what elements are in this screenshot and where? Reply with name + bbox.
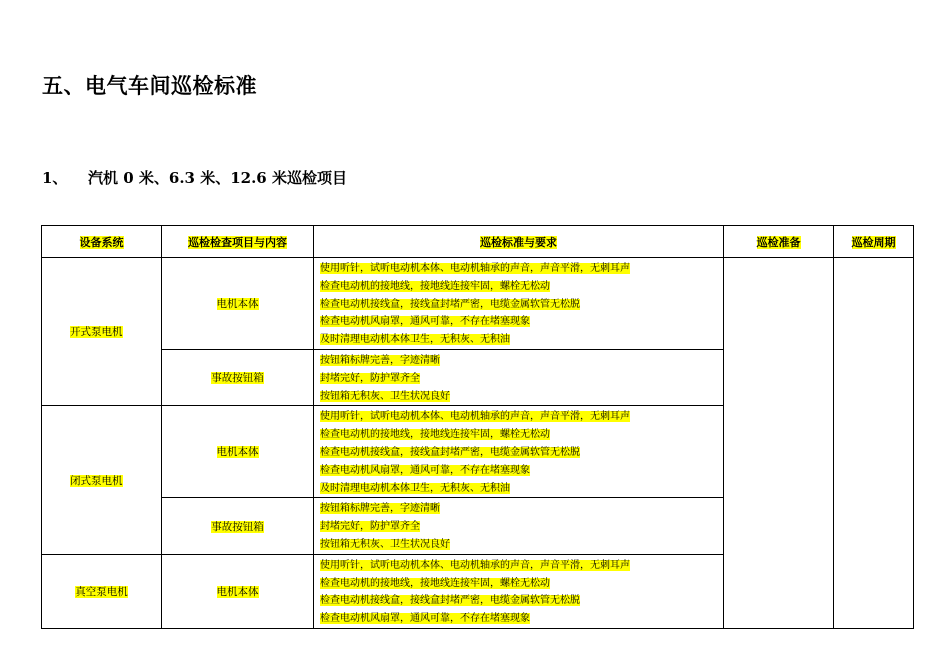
standards-cell [314,406,724,498]
standard-text: 按钮箱无积灰、卫生状况良好 [320,538,450,550]
standard-line [320,331,723,349]
standard-line [320,426,723,444]
standard-line [320,260,723,278]
header-standards [314,226,724,258]
standard-text: 使用听针，试听电动机本体、电动机轴承的声音，声音平滑，无刺耳声 [320,559,630,571]
header-items [162,226,314,258]
header-cycle [834,226,914,258]
standard-line [320,518,723,536]
equipment-system-label: 真空泵电机 [75,585,128,598]
header-preparation [724,226,834,258]
standard-line [320,557,723,575]
inspection-item-cell [162,349,314,405]
section-title: 五、电气车间巡检标准 [42,74,257,98]
standard-line [320,313,723,331]
table-header-row [42,226,914,258]
table-body [42,258,914,629]
inspection-item-cell [162,498,314,554]
subsection-number: 1、 [42,169,68,187]
header-label: 巡检准备 [756,235,801,249]
standard-text: 检查电动机的接地线，接地线连接牢固，螺栓无松动 [320,280,550,292]
equipment-system-cell [42,406,162,554]
standard-text: 检查电动机接线盒，接线盒封堵严密，电缆金属软管无松脱 [320,595,580,607]
standard-line [320,480,723,498]
standards-cell [314,554,724,628]
equipment-system-label: 闭式泵电机 [70,474,123,487]
inspection-item-label: 事故按钮箱 [211,520,264,533]
standard-text: 使用听针，试听电动机本体、电动机轴承的声音，声音平滑，无刺耳声 [320,263,630,274]
inspection-item-label: 电机本体 [216,297,259,310]
standard-line [320,536,723,554]
inspection-item-cell [162,258,314,350]
standard-line [320,408,723,426]
standard-line [320,500,723,518]
standard-text: 封堵完好，防护罩齐全 [320,372,420,384]
standard-text: 及时清理电动机本体卫生，无积灰、无积油 [320,334,510,346]
standard-line [320,610,723,628]
standard-text: 封堵完好，防护罩齐全 [320,521,420,533]
standard-line [320,462,723,480]
standard-line [320,296,723,314]
standard-line [320,444,723,462]
header-label: 设备系统 [79,235,124,249]
standard-text: 检查电动机的接地线，接地线连接牢固，螺栓无松动 [320,577,550,589]
standard-line [320,370,723,388]
standard-text: 检查电动机风扇罩，通风可靠，不存在堵塞现象 [320,613,530,625]
preparation-cell [724,258,834,629]
standards-cell [314,498,724,554]
header-label: 巡检标准与要求 [480,235,557,249]
equipment-system-cell [42,258,162,406]
header-label: 巡检周期 [851,235,896,249]
standard-text: 检查电动机接线盒，接线盒封堵严密，电缆金属软管无松脱 [320,446,580,458]
standard-text: 按钮箱无积灰、卫生状况良好 [320,390,450,402]
standard-text: 及时清理电动机本体卫生，无积灰、无积油 [320,482,510,494]
table-row [42,258,914,350]
header-label: 巡检检查项目与内容 [188,235,287,249]
standards-cell [314,349,724,405]
inspection-item-label: 事故按钮箱 [211,372,264,385]
equipment-system-cell [42,554,162,628]
standard-text: 检查电动机风扇罩，通风可靠，不存在堵塞现象 [320,464,530,476]
standard-text: 按钮箱标牌完善，字迹清晰 [320,354,440,366]
standard-line [320,592,723,610]
standards-cell [314,258,724,350]
inspection-item-cell [162,554,314,628]
inspection-item-label: 电机本体 [216,446,259,459]
subsection-title: 汽机 0 米、6.3 米、12.6 米巡检项目 [88,169,347,187]
standard-text: 检查电动机接线盒，接线盒封堵严密，电缆金属软管无松脱 [320,298,580,310]
subsection-heading [42,167,347,188]
standard-text: 按钮箱标牌完善，字迹清晰 [320,503,440,515]
cycle-cell [834,258,914,629]
inspection-item-label: 电机本体 [216,585,259,598]
equipment-system-label: 开式泵电机 [70,326,123,339]
standard-line [320,388,723,406]
inspection-table [41,225,914,629]
standard-line [320,278,723,296]
standard-line [320,575,723,593]
header-system [42,226,162,258]
standard-text: 使用听针，试听电动机本体、电动机轴承的声音，声音平滑，无刺耳声 [320,411,630,423]
standard-text: 检查电动机风扇罩，通风可靠，不存在堵塞现象 [320,316,530,328]
standard-text: 检查电动机的接地线，接地线连接牢固，螺栓无松动 [320,429,550,441]
standard-line [320,352,723,370]
inspection-item-cell [162,406,314,498]
